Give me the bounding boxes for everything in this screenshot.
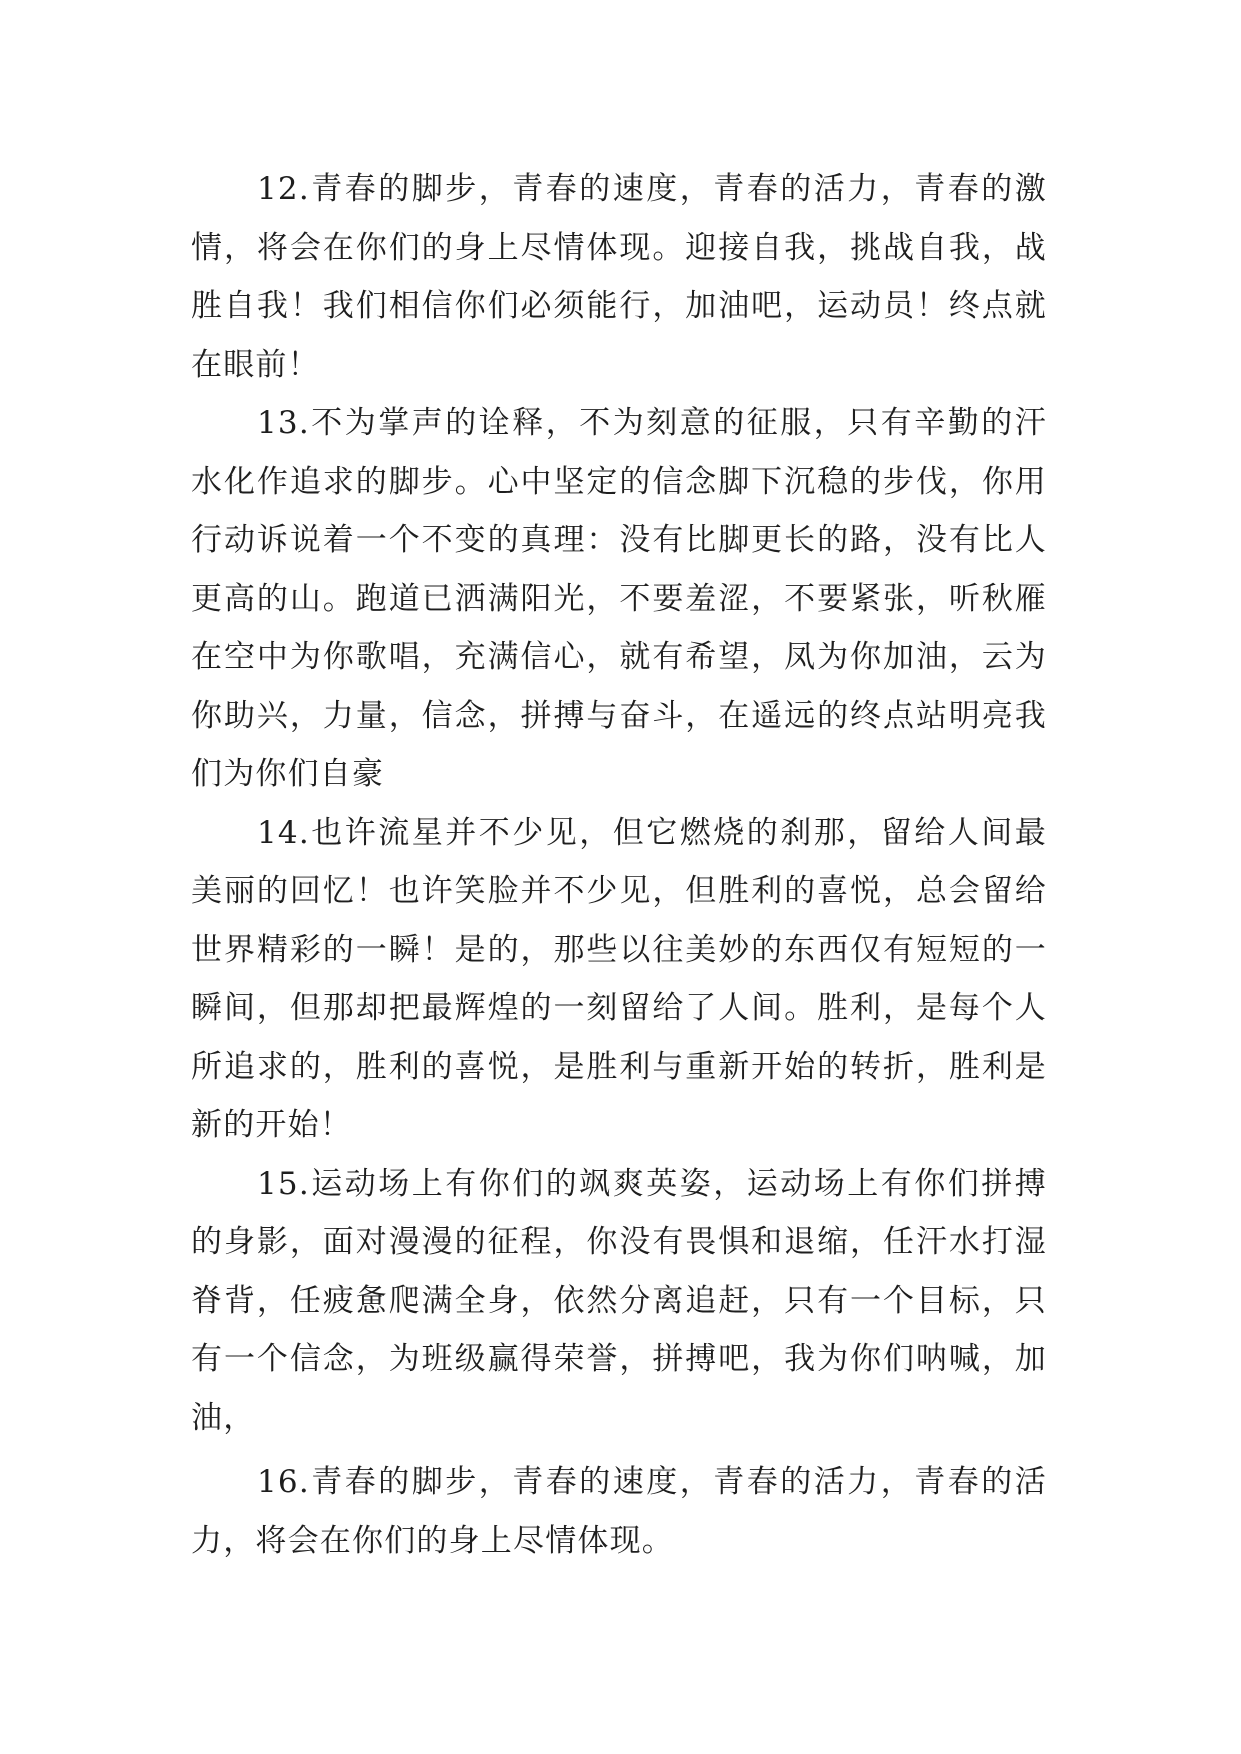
paragraph-15: 15.运动场上有你们的飒爽英姿，运动场上有你们拼搏的身影，面对漫漫的征程，你没有畏惧和退缩，任汗水打湿脊背，任疲惫爬满全身，依然分离追赶，只有一个目标，只有一个信念，为班级赢得荣誉，拼搏吧，我为你们呐喊，加油， [191, 1165, 1047, 1436]
document-body [191, 160, 1047, 1570]
paragraph-14: 14.也许流星并不少见，但它燃烧的刹那，留给人间最美丽的回忆！也许笑脸并不少见，但胜利的喜悦，总会留给世界精彩的一瞬！是的，那些以往美妙的东西仅有短短的一瞬间，但那却把最辉煌的一刻留给了人间。胜利，是每个人所追求的，胜利的喜悦，是胜利与重新开始的转折，胜利是新的开始！ [191, 814, 1047, 1143]
paragraph-16: 16.青春的脚步，青春的速度，青春的活力，青春的活力，将会在你们的身上尽情体现。 [191, 1464, 1047, 1559]
paragraph-12: 12.青春的脚步，青春的速度，青春的活力，青春的激情，将会在你们的身上尽情体现。迎接自我，挑战自我，战胜自我！我们相信你们必须能行，加油吧，运动员！终点就在眼前！ [191, 171, 1047, 383]
paragraph-13: 13.不为掌声的诠释，不为刻意的征服，只有辛勤的汗水化作追求的脚步。心中坚定的信念脚下沉稳的步伐，你用行动诉说着一个不变的真理：没有比脚更长的路，没有比人更高的山。跑道已洒满阳光，不要羞涩，不要紧张，听秋雁在空中为你歌唱，充满信心，就有希望，凤为你加油，云为你助兴，力量，信念，拼搏与奋斗，在遥远的终点站明亮我们为你们自豪 [191, 405, 1047, 792]
